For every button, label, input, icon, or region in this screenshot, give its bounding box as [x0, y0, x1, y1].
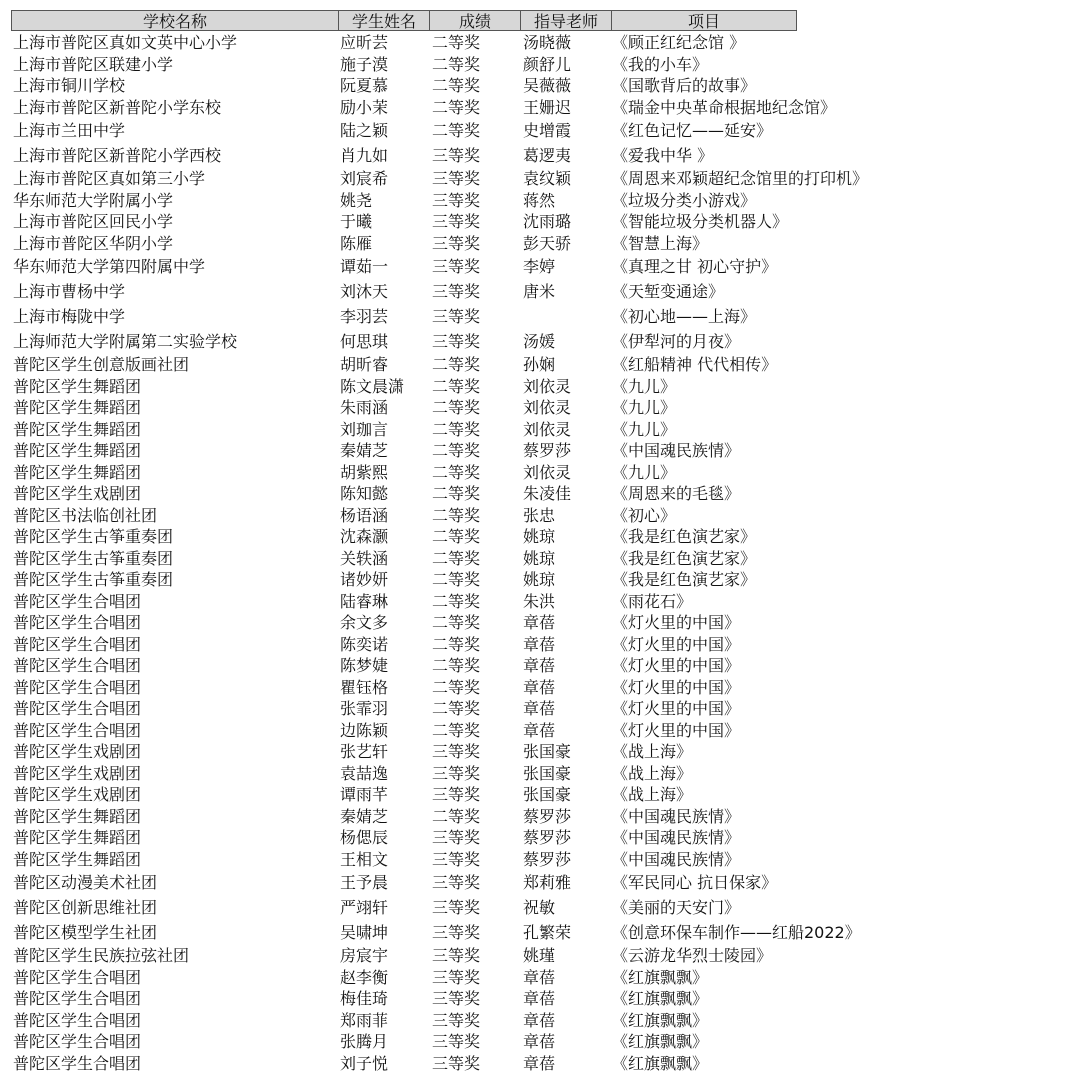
- project-cell: 《战上海》: [612, 763, 693, 783]
- project-cell: 《我是红色演艺家》: [612, 527, 757, 546]
- teacher-cell: 刘依灵: [523, 376, 572, 396]
- project-cell: 《瑞金中央革命根据地纪念馆》: [612, 97, 837, 117]
- table-row: [11, 526, 1071, 548]
- grade-cell: 二等奖: [432, 376, 481, 396]
- grade-cell: 二等奖: [432, 634, 481, 654]
- student-cell: 梅佳琦: [340, 989, 389, 1008]
- school-cell: 上海市普陀区华阴小学: [13, 233, 174, 253]
- table-row: [11, 967, 1071, 989]
- header-project: 项目: [611, 10, 797, 31]
- teacher-cell: 刘依灵: [523, 462, 572, 482]
- teacher-cell: 章蓓: [523, 677, 556, 697]
- project-cell: 《灯火里的中国》: [612, 634, 741, 654]
- grade-cell: 二等奖: [432, 570, 481, 589]
- school-cell: 普陀区学生舞蹈团: [13, 441, 142, 460]
- student-cell: 关轶涵: [340, 548, 389, 568]
- project-cell: 《九儿》: [612, 419, 677, 439]
- teacher-cell: 姚琼: [523, 548, 556, 568]
- school-cell: 上海市普陀区真如第三小学: [13, 169, 206, 188]
- school-cell: 普陀区学生合唱团: [13, 634, 142, 654]
- project-cell: 《伊犁河的月夜》: [612, 332, 741, 351]
- grade-cell: 二等奖: [432, 121, 481, 140]
- table-row: [11, 784, 1071, 806]
- table-row: [11, 655, 1071, 677]
- grade-cell: 二等奖: [432, 398, 481, 417]
- student-cell: 杨语涵: [340, 505, 389, 525]
- grade-cell: 三等奖: [432, 989, 481, 1008]
- student-cell: 杨偲辰: [340, 828, 389, 847]
- table-row: [11, 849, 1071, 871]
- table-row: [11, 870, 1071, 895]
- teacher-cell: 姚琼: [523, 570, 556, 589]
- teacher-cell: 章蓓: [523, 613, 556, 632]
- table-row: [11, 304, 1071, 329]
- teacher-cell: 蔡罗莎: [523, 806, 572, 826]
- project-cell: 《我的小车》: [612, 54, 709, 74]
- grade-cell: 三等奖: [432, 946, 481, 965]
- table-row: [11, 548, 1071, 570]
- school-cell: 上海市铜川学校: [13, 76, 126, 95]
- project-cell: 《初心地——上海》: [612, 307, 757, 326]
- teacher-cell: 史增霞: [523, 121, 572, 140]
- student-cell: 余文多: [340, 613, 389, 632]
- school-cell: 普陀区书法临创社团: [13, 505, 158, 525]
- grade-cell: 三等奖: [432, 785, 481, 804]
- project-cell: 《智能垃圾分类机器人》: [612, 212, 789, 231]
- table-row: [11, 254, 1071, 279]
- teacher-cell: 王姗迟: [523, 97, 572, 117]
- student-cell: 袁喆逸: [340, 763, 389, 783]
- table-row: [11, 677, 1071, 699]
- teacher-cell: 李婷: [523, 257, 556, 276]
- school-cell: 上海市兰田中学: [13, 121, 126, 140]
- school-cell: 普陀区学生民族拉弦社团: [13, 946, 190, 965]
- teacher-cell: 汤媛: [523, 332, 556, 351]
- project-cell: 《中国魂民族情》: [612, 806, 741, 826]
- school-cell: 普陀区创新思维社团: [13, 898, 158, 917]
- school-cell: 上海市普陀区联建小学: [13, 54, 174, 74]
- table-header-row: [11, 10, 1071, 32]
- project-cell: 《中国魂民族情》: [612, 441, 741, 460]
- school-cell: 普陀区学生合唱团: [13, 591, 142, 611]
- student-cell: 张腾月: [340, 1032, 389, 1051]
- grade-cell: 三等奖: [432, 190, 481, 210]
- teacher-cell: 蒋然: [523, 190, 556, 210]
- student-cell: 刘沐天: [340, 282, 389, 301]
- student-cell: 刘子悦: [340, 1053, 389, 1073]
- table-row: [11, 720, 1071, 742]
- school-cell: 普陀区学生合唱团: [13, 720, 142, 740]
- teacher-cell: 蔡罗莎: [523, 828, 572, 847]
- table-row: [11, 920, 1071, 945]
- table-row: [11, 988, 1071, 1010]
- table-row: [11, 634, 1071, 656]
- project-cell: 《真理之甘 初心守护》: [612, 257, 778, 276]
- teacher-cell: 沈雨璐: [523, 212, 572, 231]
- school-cell: 普陀区学生舞蹈团: [13, 806, 142, 826]
- project-cell: 《创意环保车制作——红船2022》: [612, 923, 861, 942]
- teacher-cell: 章蓓: [523, 1032, 556, 1051]
- teacher-cell: 张国豪: [523, 742, 572, 761]
- grade-cell: 三等奖: [432, 332, 481, 351]
- table-row: [11, 945, 1071, 967]
- project-cell: 《灯火里的中国》: [612, 613, 741, 632]
- table-row: [11, 168, 1071, 190]
- table-row: [11, 440, 1071, 462]
- table-row: [11, 1031, 1071, 1053]
- school-cell: 普陀区学生舞蹈团: [13, 398, 142, 417]
- student-cell: 王予晨: [340, 873, 389, 892]
- grade-cell: 三等奖: [432, 146, 481, 165]
- teacher-cell: 祝敏: [523, 898, 556, 917]
- student-cell: 陈奕诺: [340, 634, 389, 654]
- table-row: [11, 329, 1071, 354]
- grade-cell: 三等奖: [432, 169, 481, 188]
- project-cell: 《周恩来的毛毯》: [612, 484, 741, 503]
- school-cell: 普陀区学生舞蹈团: [13, 828, 142, 847]
- project-cell: 《国歌背后的故事》: [612, 76, 757, 95]
- teacher-cell: 朱凌佳: [523, 484, 572, 503]
- teacher-cell: 袁纹颖: [523, 169, 572, 188]
- school-cell: 普陀区学生合唱团: [13, 613, 142, 632]
- table-row: [11, 376, 1071, 398]
- table-row: [11, 612, 1071, 634]
- teacher-cell: 章蓓: [523, 1053, 556, 1073]
- table-row: [11, 419, 1071, 441]
- school-cell: 普陀区学生古筝重奏团: [13, 527, 174, 546]
- student-cell: 王相文: [340, 849, 389, 869]
- school-cell: 普陀区学生戏剧团: [13, 742, 142, 761]
- teacher-cell: 章蓓: [523, 1010, 556, 1030]
- teacher-cell: 蔡罗莎: [523, 441, 572, 460]
- project-cell: 《顾正红纪念馆 》: [612, 33, 746, 52]
- school-cell: 普陀区模型学生社团: [13, 923, 158, 942]
- table-row: [11, 143, 1071, 168]
- grade-cell: 三等奖: [432, 849, 481, 869]
- teacher-cell: 章蓓: [523, 656, 556, 675]
- table-row: [11, 54, 1071, 76]
- school-cell: 普陀区学生创意版画社团: [13, 355, 190, 374]
- project-cell: 《九儿》: [612, 376, 677, 396]
- student-cell: 应昕芸: [340, 33, 389, 52]
- school-cell: 普陀区学生合唱团: [13, 699, 142, 718]
- teacher-cell: 孙娴: [523, 355, 556, 374]
- table-row: [11, 827, 1071, 849]
- project-cell: 《我是红色演艺家》: [612, 548, 757, 568]
- project-cell: 《红旗飘飘》: [612, 1010, 709, 1030]
- school-cell: 普陀区学生舞蹈团: [13, 376, 142, 396]
- grade-cell: 三等奖: [432, 763, 481, 783]
- school-cell: 华东师范大学第四附属中学: [13, 257, 206, 276]
- project-cell: 《红旗飘飘》: [612, 1053, 709, 1073]
- teacher-cell: 吴薇薇: [523, 76, 572, 95]
- table-row: [11, 698, 1071, 720]
- grade-cell: 二等奖: [432, 677, 481, 697]
- school-cell: 普陀区学生戏剧团: [13, 484, 142, 503]
- project-cell: 《天堑变通途》: [612, 282, 725, 301]
- teacher-cell: 章蓓: [523, 699, 556, 718]
- project-cell: 《红旗飘飘》: [612, 967, 709, 987]
- grade-cell: 三等奖: [432, 212, 481, 231]
- grade-cell: 三等奖: [432, 282, 481, 301]
- project-cell: 《灯火里的中国》: [612, 677, 741, 697]
- teacher-cell: 郑莉雅: [523, 873, 572, 892]
- student-cell: 于曦: [340, 212, 373, 231]
- grade-cell: 二等奖: [432, 548, 481, 568]
- project-cell: 《灯火里的中国》: [612, 656, 741, 675]
- grade-cell: 二等奖: [432, 806, 481, 826]
- student-cell: 谭茹一: [340, 257, 389, 276]
- school-cell: 上海市普陀区新普陀小学西校: [13, 146, 222, 165]
- table-row: [11, 895, 1071, 920]
- table-row: [11, 233, 1071, 255]
- school-cell: 上海市普陀区回民小学: [13, 212, 174, 231]
- project-cell: 《灯火里的中国》: [612, 720, 741, 740]
- student-cell: 刘珈言: [340, 419, 389, 439]
- grade-cell: 三等奖: [432, 923, 481, 942]
- school-cell: 普陀区学生合唱团: [13, 989, 142, 1008]
- project-cell: 《周恩来邓颖超纪念馆里的打印机》: [612, 169, 869, 188]
- table-row: [11, 741, 1071, 763]
- student-cell: 励小茉: [340, 97, 389, 117]
- table-row: [11, 190, 1071, 212]
- grade-cell: 二等奖: [432, 441, 481, 460]
- project-cell: 《九儿》: [612, 462, 677, 482]
- teacher-cell: 颜舒儿: [523, 54, 572, 74]
- school-cell: 普陀区学生戏剧团: [13, 785, 142, 804]
- grade-cell: 三等奖: [432, 742, 481, 761]
- school-cell: 上海市普陀区真如文英中心小学: [13, 33, 238, 52]
- student-cell: 秦婧芝: [340, 806, 389, 826]
- project-cell: 《灯火里的中国》: [612, 699, 741, 718]
- student-cell: 秦婧芝: [340, 441, 389, 460]
- teacher-cell: 章蓓: [523, 967, 556, 987]
- teacher-cell: 刘依灵: [523, 398, 572, 417]
- school-cell: 上海市梅陇中学: [13, 307, 126, 326]
- table-row: [11, 505, 1071, 527]
- project-cell: 《红旗飘飘》: [612, 989, 709, 1008]
- student-cell: 张艺轩: [340, 742, 389, 761]
- project-cell: 《红船精神 代代相传》: [612, 355, 778, 374]
- project-cell: 《中国魂民族情》: [612, 828, 741, 847]
- student-cell: 胡昕睿: [340, 355, 389, 374]
- teacher-cell: 姚瑾: [523, 946, 556, 965]
- grade-cell: 三等奖: [432, 1053, 481, 1073]
- grade-cell: 二等奖: [432, 505, 481, 525]
- grade-cell: 三等奖: [432, 233, 481, 253]
- table-row: [11, 569, 1071, 591]
- grade-cell: 三等奖: [432, 257, 481, 276]
- school-cell: 普陀区学生合唱团: [13, 1032, 142, 1051]
- grade-cell: 三等奖: [432, 1032, 481, 1051]
- teacher-cell: 孔繁荣: [523, 923, 572, 942]
- project-cell: 《军民同心 抗日保家》: [612, 873, 778, 892]
- table-body: [11, 32, 1071, 1074]
- grade-cell: 二等奖: [432, 419, 481, 439]
- project-cell: 《战上海》: [612, 742, 693, 761]
- table-row: [11, 397, 1071, 419]
- project-cell: 《红色记忆——延安》: [612, 121, 773, 140]
- table-row: [11, 591, 1071, 613]
- teacher-cell: 蔡罗莎: [523, 849, 572, 869]
- teacher-cell: 朱洪: [523, 591, 556, 611]
- student-cell: 陈文晨潇: [340, 376, 405, 396]
- project-cell: 《战上海》: [612, 785, 693, 804]
- grade-cell: 二等奖: [432, 527, 481, 546]
- project-cell: 《九儿》: [612, 398, 677, 417]
- grade-cell: 二等奖: [432, 720, 481, 740]
- student-cell: 严翊轩: [340, 898, 389, 917]
- student-cell: 肖九如: [340, 146, 389, 165]
- grade-cell: 二等奖: [432, 656, 481, 675]
- teacher-cell: 章蓓: [523, 720, 556, 740]
- header-teacher: 指导老师: [520, 10, 612, 31]
- grade-cell: 二等奖: [432, 699, 481, 718]
- student-cell: 刘宸希: [340, 169, 389, 188]
- teacher-cell: 张国豪: [523, 785, 572, 804]
- student-cell: 姚尧: [340, 190, 373, 210]
- grade-cell: 三等奖: [432, 828, 481, 847]
- student-cell: 边陈颖: [340, 720, 389, 740]
- teacher-cell: 彭天骄: [523, 233, 572, 253]
- project-cell: 《爱我中华 》: [612, 146, 714, 165]
- project-cell: 《中国魂民族情》: [612, 849, 741, 869]
- student-cell: 诸妙妍: [340, 570, 389, 589]
- school-cell: 普陀区动漫美术社团: [13, 873, 158, 892]
- grade-cell: 三等奖: [432, 1010, 481, 1030]
- grade-cell: 三等奖: [432, 967, 481, 987]
- school-cell: 普陀区学生合唱团: [13, 967, 142, 987]
- student-cell: 陈梦婕: [340, 656, 389, 675]
- school-cell: 上海市曹杨中学: [13, 282, 126, 301]
- student-cell: 何思琪: [340, 332, 389, 351]
- table-row: [11, 75, 1071, 97]
- project-cell: 《我是红色演艺家》: [612, 570, 757, 589]
- project-cell: 《红旗飘飘》: [612, 1032, 709, 1051]
- student-cell: 陆睿琳: [340, 591, 389, 611]
- student-cell: 瞿钰格: [340, 677, 389, 697]
- school-cell: 普陀区学生合唱团: [13, 1010, 142, 1030]
- project-cell: 《雨花石》: [612, 591, 693, 611]
- grade-cell: 二等奖: [432, 76, 481, 95]
- school-cell: 普陀区学生戏剧团: [13, 763, 142, 783]
- table-row: [11, 1053, 1071, 1075]
- grade-cell: 二等奖: [432, 462, 481, 482]
- project-cell: 《云游龙华烈士陵园》: [612, 946, 773, 965]
- student-cell: 朱雨涵: [340, 398, 389, 417]
- table-row: [11, 354, 1071, 376]
- table-row: [11, 279, 1071, 304]
- school-cell: 普陀区学生舞蹈团: [13, 462, 142, 482]
- grade-cell: 二等奖: [432, 54, 481, 74]
- teacher-cell: 姚琼: [523, 527, 556, 546]
- teacher-cell: 章蓓: [523, 989, 556, 1008]
- school-cell: 普陀区学生合唱团: [13, 677, 142, 697]
- grade-cell: 二等奖: [432, 613, 481, 632]
- teacher-cell: 葛逻夷: [523, 146, 572, 165]
- student-cell: 郑雨菲: [340, 1010, 389, 1030]
- table-row: [11, 118, 1071, 143]
- teacher-cell: 刘依灵: [523, 419, 572, 439]
- school-cell: 普陀区学生合唱团: [13, 656, 142, 675]
- school-cell: 上海市普陀区新普陀小学东校: [13, 97, 222, 117]
- table-row: [11, 763, 1071, 785]
- grade-cell: 二等奖: [432, 484, 481, 503]
- grade-cell: 二等奖: [432, 33, 481, 52]
- school-cell: 普陀区学生舞蹈团: [13, 849, 142, 869]
- student-cell: 阮夏慕: [340, 76, 389, 95]
- student-cell: 陆之颖: [340, 121, 389, 140]
- table-row: [11, 462, 1071, 484]
- project-cell: 《美丽的天安门》: [612, 898, 741, 917]
- teacher-cell: 张国豪: [523, 763, 572, 783]
- table-row: [11, 211, 1071, 233]
- student-cell: 陈雁: [340, 233, 373, 253]
- project-cell: 《初心》: [612, 505, 677, 525]
- student-cell: 谭雨芊: [340, 785, 389, 804]
- grade-cell: 二等奖: [432, 355, 481, 374]
- student-cell: 施子漠: [340, 54, 389, 74]
- grade-cell: 二等奖: [432, 591, 481, 611]
- student-cell: 张霏羽: [340, 699, 389, 718]
- table-row: [11, 483, 1071, 505]
- teacher-cell: 唐米: [523, 282, 556, 301]
- grade-cell: 三等奖: [432, 873, 481, 892]
- project-cell: 《垃圾分类小游戏》: [612, 190, 757, 210]
- teacher-cell: 张忠: [523, 505, 556, 525]
- school-cell: 普陀区学生古筝重奏团: [13, 570, 174, 589]
- table-row: [11, 806, 1071, 828]
- student-cell: 赵李衡: [340, 967, 389, 987]
- grade-cell: 二等奖: [432, 97, 481, 117]
- table-row: [11, 32, 1071, 54]
- teacher-cell: 章蓓: [523, 634, 556, 654]
- student-cell: 胡紫熙: [340, 462, 389, 482]
- student-cell: 房宸宇: [340, 946, 389, 965]
- school-cell: 上海师范大学附属第二实验学校: [13, 332, 238, 351]
- header-student: 学生姓名: [338, 10, 430, 31]
- header-grade: 成绩: [429, 10, 521, 31]
- student-cell: 李羽芸: [340, 307, 389, 326]
- school-cell: 普陀区学生合唱团: [13, 1053, 142, 1073]
- student-cell: 陈知懿: [340, 484, 389, 503]
- grade-cell: 三等奖: [432, 898, 481, 917]
- school-cell: 普陀区学生舞蹈团: [13, 419, 142, 439]
- award-table: [11, 10, 1071, 1074]
- table-row: [11, 1010, 1071, 1032]
- teacher-cell: 汤晓薇: [523, 33, 572, 52]
- table-row: [11, 97, 1071, 119]
- grade-cell: 三等奖: [432, 307, 481, 326]
- student-cell: 吴啸坤: [340, 923, 389, 942]
- project-cell: 《智慧上海》: [612, 233, 709, 253]
- student-cell: 沈森灏: [340, 527, 389, 546]
- school-cell: 普陀区学生古筝重奏团: [13, 548, 174, 568]
- school-cell: 华东师范大学附属小学: [13, 190, 174, 210]
- header-school: 学校名称: [11, 10, 339, 31]
